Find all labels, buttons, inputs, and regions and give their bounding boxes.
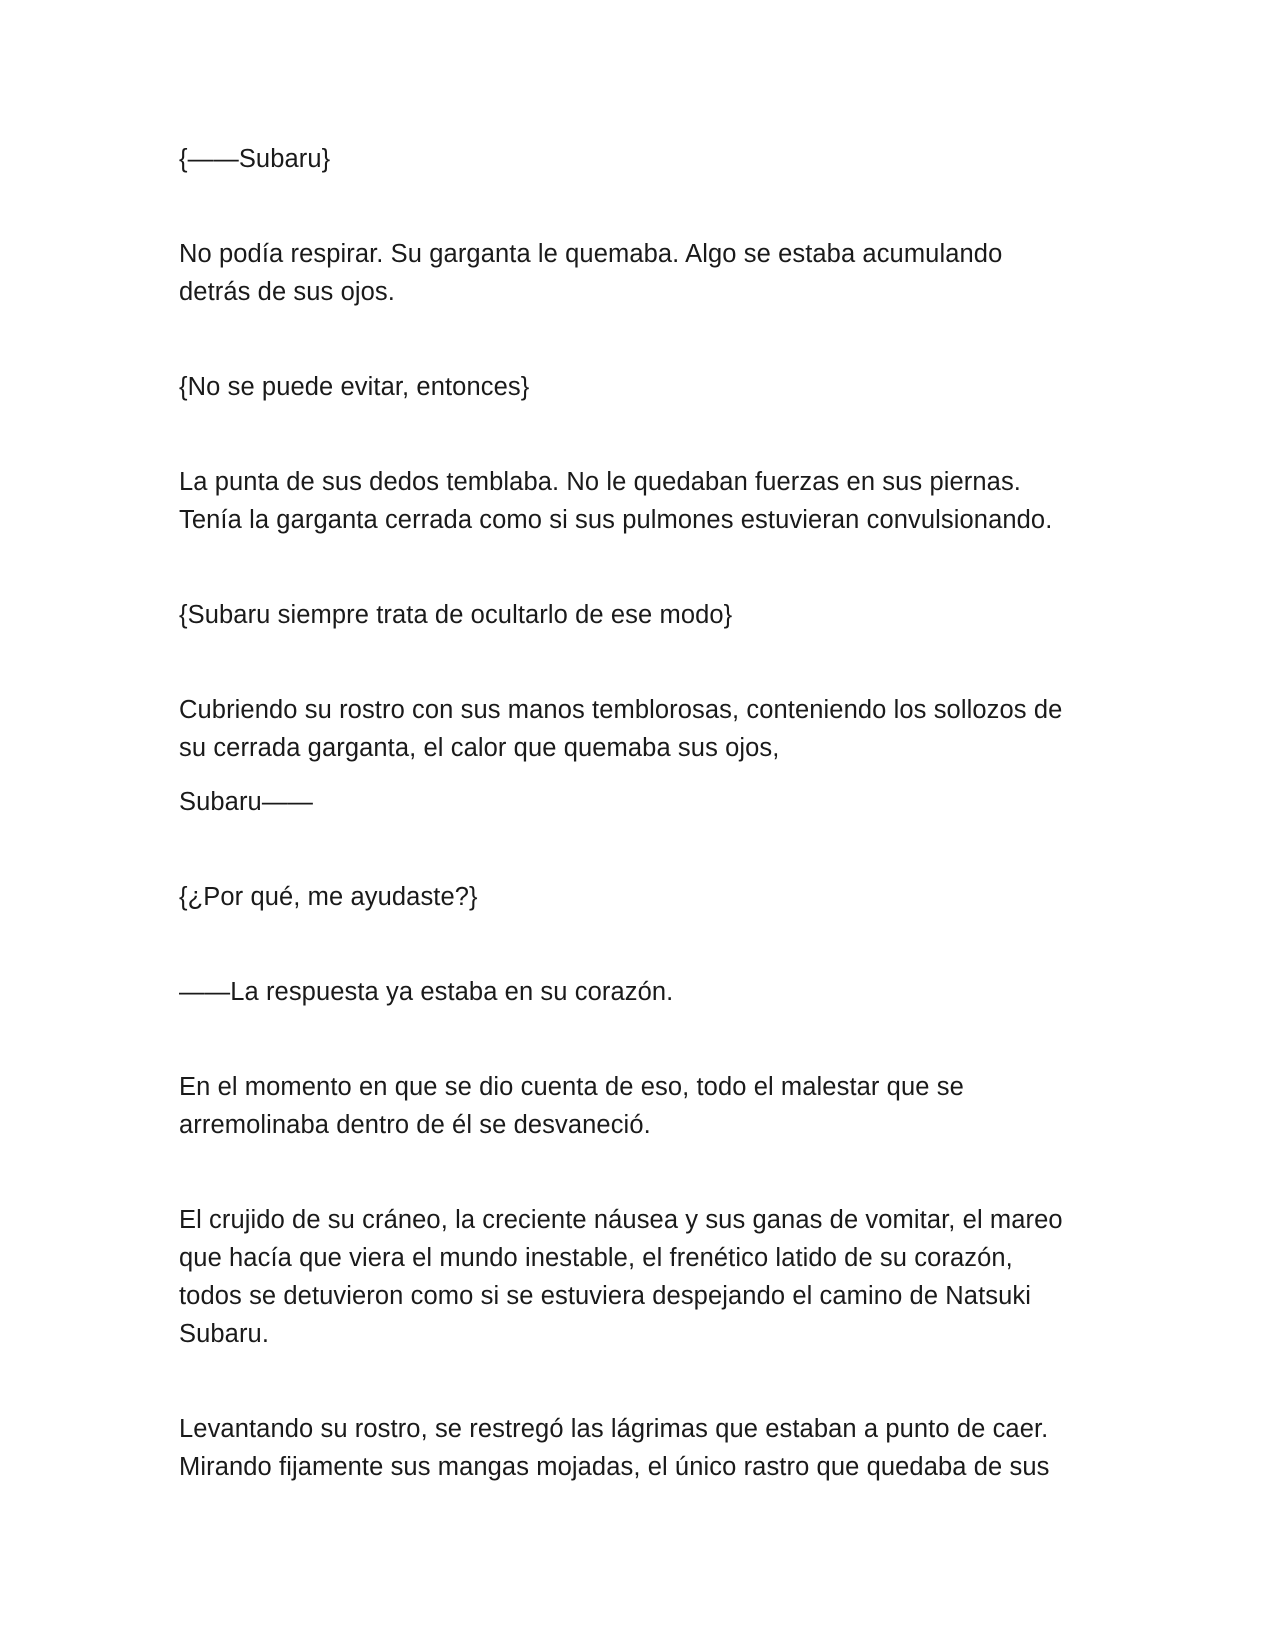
paragraph-line: El crujido de su cráneo, la creciente náusea y sus ganas de vomitar, el mareo bbox=[179, 1206, 1063, 1234]
paragraph-line: {No se puede evitar, entonces} bbox=[179, 373, 530, 401]
paragraph-line: arremolinaba dentro de él se desvaneció. bbox=[179, 1111, 651, 1139]
paragraph-line: ——La respuesta ya estaba en su corazón. bbox=[179, 978, 674, 1006]
paragraph bbox=[179, 1068, 1109, 1144]
paragraph bbox=[179, 1201, 1109, 1353]
paragraph-line: {——Subaru} bbox=[179, 145, 331, 173]
paragraph-dialogue bbox=[179, 368, 1109, 406]
paragraph-line: Cubriendo su rostro con sus manos temblorosas, conteniendo los sollozos de bbox=[179, 696, 1063, 724]
paragraph-line: detrás de sus ojos. bbox=[179, 278, 395, 306]
paragraph-line: Mirando fijamente sus mangas mojadas, el único rastro que quedaba de sus bbox=[179, 1453, 1050, 1481]
paragraph bbox=[179, 463, 1109, 539]
paragraph-line: {¿Por qué, me ayudaste?} bbox=[179, 883, 478, 911]
paragraph bbox=[179, 691, 1109, 767]
paragraph-line: No podía respirar. Su garganta le quemaba. Algo se estaba acumulando bbox=[179, 240, 1003, 268]
paragraph bbox=[179, 973, 1109, 1011]
paragraph-line: todos se detuvieron como si se estuviera despejando el camino de Natsuki bbox=[179, 1282, 1032, 1310]
paragraph bbox=[179, 783, 1109, 821]
paragraph-line: En el momento en que se dio cuenta de eso, todo el malestar que se bbox=[179, 1073, 964, 1101]
paragraph-line: Tenía la garganta cerrada como si sus pulmones estuvieran convulsionando. bbox=[179, 506, 1053, 534]
paragraph-line: Subaru. bbox=[179, 1320, 270, 1348]
paragraph-dialogue bbox=[179, 878, 1109, 916]
paragraph-dialogue-subaru bbox=[179, 140, 1109, 178]
paragraph bbox=[179, 1410, 1109, 1486]
paragraph-line: Subaru—— bbox=[179, 788, 314, 816]
paragraph-line: Levantando su rostro, se restregó las lágrimas que estaban a punto de caer. bbox=[179, 1415, 1049, 1443]
paragraph-line: su cerrada garganta, el calor que quemaba sus ojos, bbox=[179, 734, 780, 762]
paragraph-dialogue bbox=[179, 596, 1109, 634]
paragraph-line: La punta de sus dedos temblaba. No le quedaban fuerzas en sus piernas. bbox=[179, 468, 1021, 496]
text-column bbox=[179, 140, 1109, 1486]
paragraph-line: que hacía que viera el mundo inestable, el frenético latido de su corazón, bbox=[179, 1244, 1013, 1272]
paragraph-line: {Subaru siempre trata de ocultarlo de ese modo} bbox=[179, 601, 733, 629]
paragraph bbox=[179, 235, 1109, 311]
